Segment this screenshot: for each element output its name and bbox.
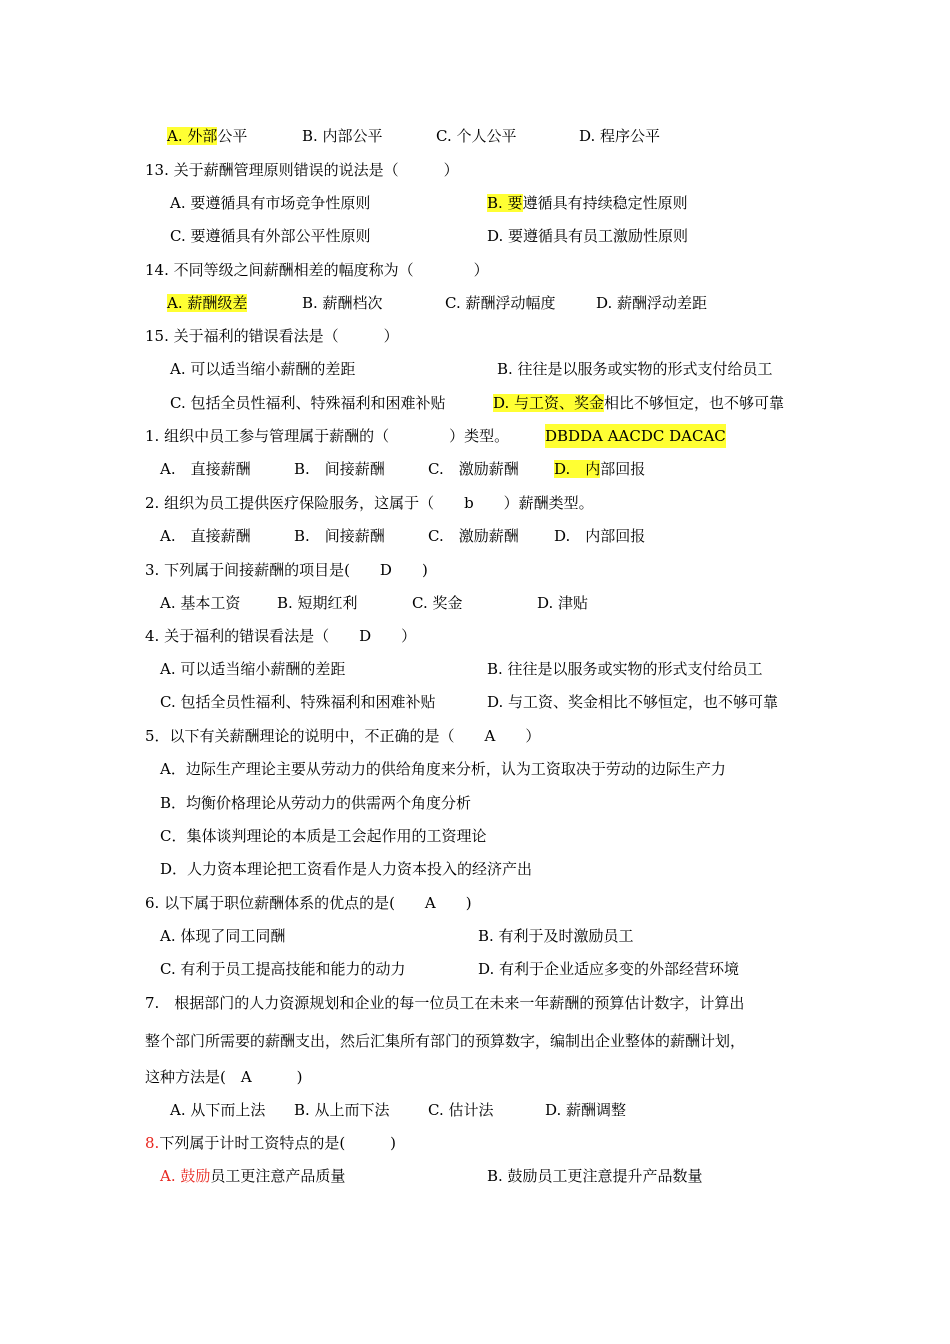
s3-stem: 3. 下列属于间接薪酬的项目是( D ) bbox=[145, 561, 428, 579]
s5-option-c: C．集体谈判理论的本质是工会起作用的工资理论 bbox=[160, 827, 487, 845]
q15-option-c: C. 包括全员性福利、特殊福利和困难补贴 bbox=[170, 394, 446, 412]
answer-highlight: B. 要 bbox=[487, 194, 523, 212]
s1-option-b: B. 间接薪酬 bbox=[294, 460, 385, 478]
q15-option-a: A. 可以适当缩小薪酬的差距 bbox=[170, 360, 356, 378]
q15-options-row-2 bbox=[0, 391, 950, 415]
s7-options-row bbox=[0, 1098, 950, 1122]
s1-option-d: D. 内部回报 bbox=[554, 460, 646, 478]
s4-option-a: A. 可以适当缩小薪酬的差距 bbox=[160, 660, 346, 678]
s2-option-d: D. 内部回报 bbox=[554, 527, 646, 545]
s2-option-a: A. 直接薪酬 bbox=[160, 527, 251, 545]
answer-key: DBDDA AACDC DACAC bbox=[545, 424, 726, 448]
q13-option-a: A. 要遵循具有市场竞争性原则 bbox=[170, 194, 371, 212]
s5-option-d: D．人力资本理论把工资看作是人力资本投入的经济产出 bbox=[160, 860, 533, 878]
s8-option-b: B. 鼓励员工更注意提升产品数量 bbox=[487, 1167, 703, 1185]
q15-options-row-1 bbox=[0, 357, 950, 381]
s7-stem-line-1: 7. 根据部门的人力资源规划和企业的每一位员工在未来一年薪酬的预算估计数字，计算出 bbox=[145, 994, 745, 1012]
answer-highlight: A. 外部 bbox=[167, 127, 218, 145]
q14-stem: 14. 不同等级之间薪酬相差的幅度称为（ ） bbox=[145, 261, 489, 279]
s7-stem-line-2: 整个部门所需要的薪酬支出，然后汇集所有部门的预算数字，编制出企业整体的薪酬计划， bbox=[145, 1032, 746, 1050]
q13-option-c: C. 要遵循具有外部公平性原则 bbox=[170, 227, 371, 245]
q12-option-b: B. 内部公平 bbox=[302, 127, 383, 145]
q15-option-d: D. 与工资、奖金相比不够恒定，也不够可靠 bbox=[493, 394, 785, 412]
answer-highlight: D. 与工资、奖金 bbox=[493, 394, 605, 412]
s1-option-a: A. 直接薪酬 bbox=[160, 460, 251, 478]
q14-options-row bbox=[0, 291, 950, 315]
q12-option-a: A. 外部公平 bbox=[167, 127, 248, 145]
s4-stem: 4. 关于福利的错误看法是（ D ） bbox=[145, 627, 417, 645]
s1-option-c: C. 激励薪酬 bbox=[428, 460, 519, 478]
s1-options-row bbox=[0, 457, 950, 481]
answer-highlight: D. 内 bbox=[554, 460, 601, 478]
s3-option-b: B. 短期红利 bbox=[277, 594, 358, 612]
q13-options-row-1 bbox=[0, 191, 950, 215]
q13-option-d: D. 要遵循具有员工激励性原则 bbox=[487, 227, 689, 245]
s8-stem: 8.下列属于计时工资特点的是( ) bbox=[145, 1134, 397, 1152]
q12-option-d: D. 程序公平 bbox=[579, 127, 661, 145]
s6-options-row-1 bbox=[0, 924, 950, 948]
q15-option-b: B. 往往是以服务或实物的形式支付给员工 bbox=[497, 360, 773, 378]
s1-stem-row bbox=[0, 424, 950, 448]
s4-options-row-2 bbox=[0, 690, 950, 714]
s8-option-a: A. 鼓励员工更注意产品质量 bbox=[160, 1167, 346, 1185]
s5-stem: 5．以下有关薪酬理论的说明中，不正确的是（ A ） bbox=[145, 727, 541, 745]
s2-option-b: B. 间接薪酬 bbox=[294, 527, 385, 545]
s2-options-row bbox=[0, 524, 950, 548]
s4-options-row-1 bbox=[0, 657, 950, 681]
s3-option-d: D. 津贴 bbox=[537, 594, 589, 612]
q13-stem: 13. 关于薪酬管理原则错误的说法是（ ） bbox=[145, 161, 459, 179]
s7-option-a: A. 从下而上法 bbox=[170, 1101, 266, 1119]
q12-options-row bbox=[0, 124, 950, 148]
s6-options-row-2 bbox=[0, 957, 950, 981]
s3-option-c: C. 奖金 bbox=[412, 594, 463, 612]
s2-option-c: C. 激励薪酬 bbox=[428, 527, 519, 545]
s6-option-b: B. 有利于及时激励员工 bbox=[478, 927, 634, 945]
q12-option-c: C. 个人公平 bbox=[436, 127, 517, 145]
s1-stem: 1. 组织中员工参与管理属于薪酬的（ ）类型。 bbox=[145, 427, 510, 445]
s6-stem: 6. 以下属于职位薪酬体系的优点的是( A ) bbox=[145, 894, 472, 912]
q13-option-b: B. 要遵循具有持续稳定性原则 bbox=[487, 194, 688, 212]
s4-option-c: C. 包括全员性福利、特殊福利和困难补贴 bbox=[160, 693, 436, 711]
s6-option-c: C. 有利于员工提高技能和能力的动力 bbox=[160, 960, 406, 978]
q13-options-row-2 bbox=[0, 224, 950, 248]
s3-options-row bbox=[0, 591, 950, 615]
q14-option-d: D. 薪酬浮动差距 bbox=[596, 294, 708, 312]
q14-option-b: B. 薪酬档次 bbox=[302, 294, 383, 312]
s5-option-b: B．均衡价格理论从劳动力的供需两个角度分析 bbox=[160, 794, 472, 812]
s8-options-row bbox=[0, 1164, 950, 1188]
marked-option-text: A. 鼓励 bbox=[160, 1167, 211, 1185]
q14-option-c: C. 薪酬浮动幅度 bbox=[445, 294, 556, 312]
s7-option-b: B. 从上而下法 bbox=[294, 1101, 390, 1119]
s6-option-a: A. 体现了同工同酬 bbox=[160, 927, 286, 945]
s7-stem-line-3: 这种方法是( A ) bbox=[145, 1068, 303, 1086]
s3-option-a: A. 基本工资 bbox=[160, 594, 241, 612]
s6-option-d: D. 有利于企业适应多变的外部经营环境 bbox=[478, 960, 740, 978]
q15-stem: 15. 关于福利的错误看法是（ ） bbox=[145, 327, 399, 345]
q14-option-a bbox=[167, 291, 247, 315]
s4-option-b: B. 往往是以服务或实物的形式支付给员工 bbox=[487, 660, 763, 678]
answer-highlight: A. 薪酬级差 bbox=[167, 294, 248, 312]
s2-stem: 2. 组织为员工提供医疗保险服务，这属于（ b ）薪酬类型。 bbox=[145, 494, 594, 512]
s5-option-a: A．边际生产理论主要从劳动力的供给角度来分析，认为工资取决于劳动的边际生产力 bbox=[160, 760, 726, 778]
s7-option-d: D. 薪酬调整 bbox=[545, 1101, 627, 1119]
s4-option-d: D. 与工资、奖金相比不够恒定，也不够可靠 bbox=[487, 693, 779, 711]
question-number: 8. bbox=[145, 1134, 160, 1152]
s7-option-c: C. 估计法 bbox=[428, 1101, 494, 1119]
